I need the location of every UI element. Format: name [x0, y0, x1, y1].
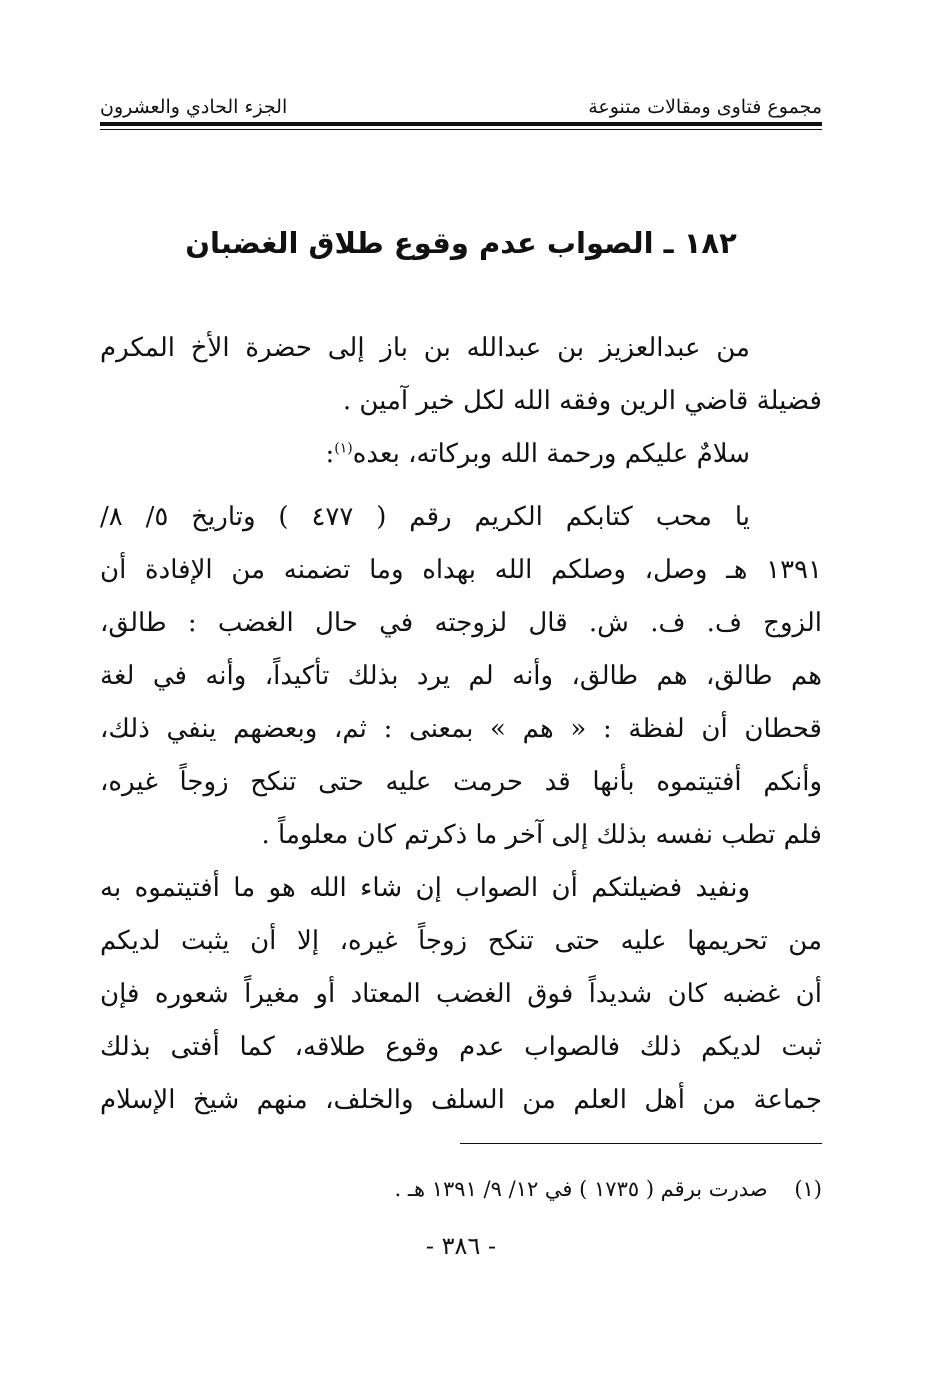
header-book-title: مجموع فتاوى ومقالات متنوعة	[588, 96, 822, 118]
footnote	[100, 1172, 822, 1206]
body-line: فلم تطب نفسه بذلك إلى آخر ما ذكرتم كان معلوماً .	[261, 820, 822, 850]
article-title: ١٨٢ ـ الصواب عدم وقوع طلاق الغضبان	[185, 226, 737, 260]
footnote-text: صدرت برقم ( ١٧٣٥ ) في ١٢/ ٩/ ١٣٩١ هـ .	[394, 1177, 768, 1201]
footnote-marker: (١)	[794, 1177, 822, 1201]
body-line: هم طالق، هم طالق، وأنه لم يرد بذلك تأكيداً، وأنه في لغة	[100, 661, 822, 691]
body-line: فضيلة قاضي الرين وفقه الله لكل خير آمين .	[342, 386, 822, 416]
greeting-colon: :	[325, 439, 335, 469]
body-line: ثبت لديكم ذلك فالصواب عدم وقوع طلاقه، كما أفتى بذلك	[100, 1032, 822, 1062]
body-line: جماعة من أهل العلم من السلف والخلف، منهم شيخ الإسلام	[100, 1085, 822, 1115]
body-line: قحطان أن لفظة : « هم » بمعنى : ثم، وبعضهم ينفي ذلك،	[100, 714, 822, 744]
header-rule-thick	[100, 122, 822, 126]
greeting-line	[100, 428, 822, 481]
body-line: من عبدالعزيز بن عبدالله بن باز إلى حضرة الأخ المكرم	[100, 333, 750, 363]
body-line: الزوج ف. ف. ش. قال لزوجته في حال الغضب : طالق،	[100, 608, 822, 638]
footnote-ref: (١)	[334, 440, 353, 457]
body-line: ونفيد فضيلتكم أن الصواب إن شاء الله هو ما أفتيتموه به	[100, 873, 750, 903]
body-line: من تحريمها عليه حتى تنكح زوجاً غيره، إلا أن يثبت لديكم	[100, 926, 822, 956]
page-number: - ٣٨٦ -	[425, 1232, 497, 1260]
footnote-separator	[460, 1143, 822, 1144]
body-line: ١٣٩١ هـ وصل، وصلكم الله بهداه وما تضمنه من الإفادة أن	[100, 555, 823, 585]
body-line: يا محب كتابكم الكريم رقم ( ٤٧٧ ) وتاريخ ٥/ ٨/	[100, 502, 750, 532]
header-rule-thin	[100, 129, 822, 130]
body-line: أن غضبه كان شديداً فوق الغضب المعتاد أو مغيراً شعوره فإن	[100, 979, 822, 1009]
running-header	[100, 88, 822, 118]
body-line: وأنكم أفتيتموه بأنها قد حرمت عليه حتى تنكح زوجاً غيره،	[100, 767, 822, 797]
article-body	[100, 322, 822, 1127]
header-volume: الجزء الحادي والعشرون	[100, 96, 288, 118]
greeting-text: سلامٌ عليكم ورحمة الله وبركاته، بعده	[352, 439, 750, 469]
